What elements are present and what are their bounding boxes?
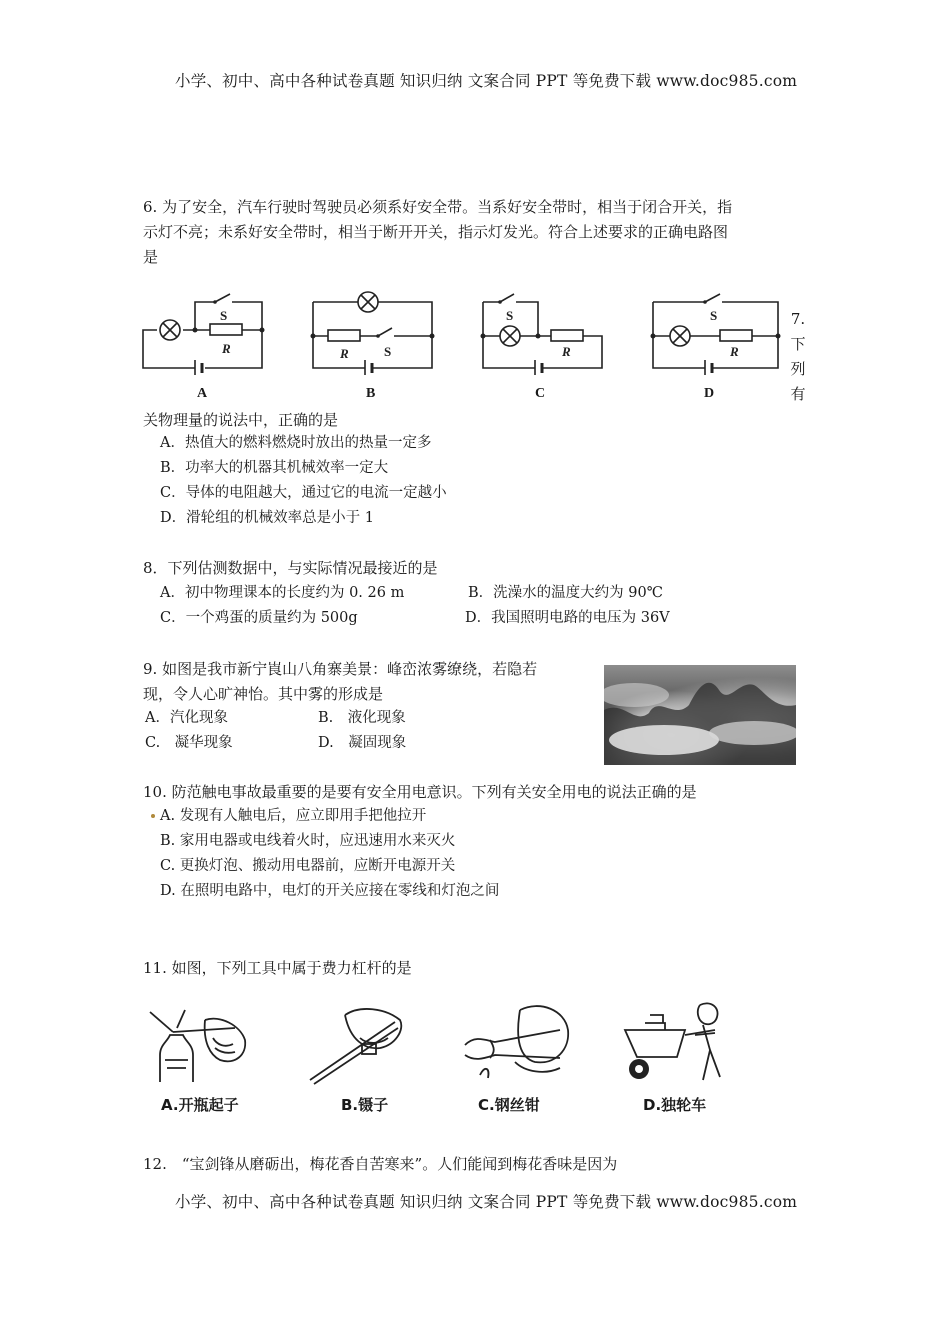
q7-side-2: 列 (790, 360, 806, 378)
circuit-b-label: B (366, 386, 376, 401)
question-11: 11. 如图，下列工具中属于费力杠杆的是 (143, 959, 412, 977)
question-9 (143, 657, 537, 707)
q8-option-c: C．一个鸡蛋的质量约为 500g (160, 610, 358, 626)
tool-d-caption: D.独轮车 (643, 1096, 707, 1114)
circuit-d-switch-label: S (710, 308, 718, 323)
circuit-b-resistor-label: R (340, 346, 349, 361)
question-12: 12. “宝剑锋从磨砺出，梅花香自苦寒来”。人们能闻到梅花香味是因为 (143, 1155, 618, 1173)
q10-options (160, 804, 499, 904)
q6-line-1: 6. 为了安全，汽车行驶时驾驶员必须系好安全带。当系好安全带时，相当于闭合开关，指 (143, 198, 733, 216)
q7-side-0: 7. (790, 310, 806, 328)
q9-option-a: A．汽化现象 (145, 710, 228, 726)
q7-option-a: A．热值大的燃料燃烧时放出的热量一定多 (160, 435, 432, 451)
q7-side-3: 有 (790, 385, 806, 403)
q7-line: 关物理量的说法中，正确的是 (143, 411, 339, 429)
tool-c-caption: C.钢丝钳 (478, 1096, 540, 1114)
q8-option-a: A．初中物理课本的长度约为 0. 26 m (160, 585, 405, 601)
q9-line-2: 现，令人心旷神怡。其中雾的形成是 (143, 685, 384, 703)
q7-option-b: B．功率大的机器其机械效率一定大 (160, 460, 389, 476)
pliers-illustration (460, 1000, 575, 1085)
tool-b-caption: B.镊子 (341, 1096, 389, 1114)
circuit-c-label: C (535, 386, 546, 401)
page-header: 小学、初中、高中各种试卷真题 知识归纳 文案合同 PPT 等免费下载 www.doc985.com (175, 72, 798, 90)
q6-line-3: 是 (143, 248, 159, 266)
bottle-opener-illustration (145, 1000, 255, 1085)
circuit-b-switch-label: S (384, 344, 392, 359)
question-7 (143, 408, 338, 433)
tool-a-caption: A.开瓶起子 (161, 1096, 239, 1114)
circuit-d-resistor-label: R (730, 344, 739, 359)
q7-side-text (788, 307, 808, 407)
q7-option-c: C．导体的电阻越大，通过它的电流一定越小 (160, 485, 447, 501)
circuit-a-label: A (197, 386, 208, 401)
circuit-diagrams (140, 290, 790, 410)
tweezers-illustration (300, 1000, 410, 1085)
page-footer: 小学、初中、高中各种试卷真题 知识归纳 文案合同 PPT 等免费下载 www.doc985.com (175, 1193, 798, 1211)
circuit-a-resistor-label: R (222, 341, 231, 356)
q9-option-b: B. 液化现象 (318, 710, 406, 726)
q7-options (160, 431, 447, 531)
circuit-b (310, 290, 440, 375)
question-10: 10. 防范触电事故最重要的是要有安全用电意识。下列有关安全用电的说法正确的是 (143, 783, 697, 801)
q8-option-d: D．我国照明电路的电压为 36V (465, 610, 670, 626)
circuit-c-resistor-label: R (562, 344, 571, 359)
q10-option-a: A. 发现有人触电后，应立即用手把他拉开 (160, 808, 427, 824)
q9-option-d: D. 凝固现象 (318, 735, 407, 751)
question-8: 8．下列估测数据中，与实际情况最接近的是 (143, 559, 438, 577)
circuit-c (480, 290, 610, 375)
question-6 (143, 195, 813, 270)
q7-side-1: 下 (790, 335, 806, 353)
q10-option-c: C. 更换灯泡、搬动用电器前，应断开电源开关 (160, 858, 456, 874)
q7-option-d: D．滑轮组的机械效率总是小于 1 (160, 510, 374, 526)
q9-option-c: C. 凝华现象 (145, 735, 233, 751)
stray-dot (151, 814, 155, 818)
wheelbarrow-illustration (615, 995, 730, 1085)
q6-line-2: 示灯不亮；未系好安全带时，相当于断开开关，指示灯发光。符合上述要求的正确电路图 (143, 223, 729, 241)
circuit-d-label: D (704, 386, 715, 401)
circuit-a-switch-label: S (220, 308, 228, 323)
q10-option-b: B. 家用电器或电线着火时，应迅速用水来灭火 (160, 833, 456, 849)
q9-line-1: 9. 如图是我市新宁崀山八角寨美景：峰峦浓雾缭绕，若隐若 (143, 660, 538, 678)
circuit-c-switch-label: S (506, 308, 514, 323)
q10-option-d: D. 在照明电路中，电灯的开关应接在零线和灯泡之间 (160, 883, 500, 899)
foggy-mountain-photo (604, 665, 796, 765)
q8-option-b: B．洗澡水的温度大约为 90℃ (468, 585, 663, 601)
circuit-a (140, 290, 270, 375)
circuit-d (650, 290, 790, 375)
